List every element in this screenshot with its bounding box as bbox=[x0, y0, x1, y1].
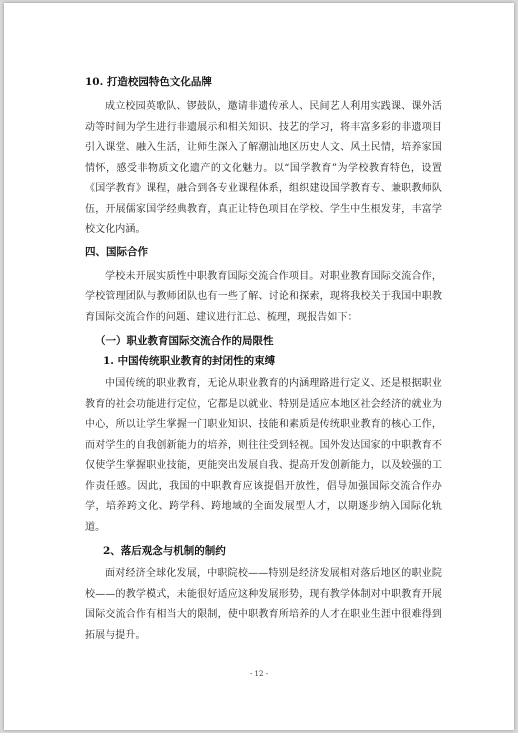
part-1-heading: （一）职业教育国际交流合作的局限性 bbox=[95, 335, 274, 347]
page-content bbox=[85, 75, 442, 652]
item-2-paragraph: 面对经济全球化发展，中职院校——特别是经济发展相对落后地区的职业院校——的教学模式，未能很好适应这种发展形势，现有教学体制对中职教育开展国际交流合作有相当大的限制，使中职教育所培养的人才在职业生涯中很难得到拓展与提升。 bbox=[85, 568, 442, 641]
section-10-heading: 10. 打造校园特色文化品牌 bbox=[85, 76, 212, 88]
item-1-paragraph: 中国传统的职业教育，无论从职业教育的内涵理路进行定义、还是根据职业教育的社会功能进行定位，它都是以就业、特别是适应本地区社会经济的就业为中心，所以让学生掌握一门职业知识、技能和素质是传统职业教育的核心工作，而对学生的自我创新能力的培养，则往往受到轻视。国外发达国家的中职教育不仅使学生掌握职业技能，更能突出发展自我、提高开发创新能力，以及较强的工作责任感。因此，我国的中职教育应该提倡开放性，倡导加强国际交流合作办学，培养跨文化、跨学科、跨地域的全面发展型人才，以期逐步纳入国际化轨道。 bbox=[85, 378, 442, 533]
page-number: - 12 - bbox=[249, 670, 269, 678]
document-page bbox=[4, 3, 514, 730]
section-4-intro-paragraph: 学校未开展实质性中职教育国际交流合作项目。对职业教育国际交流合作，学校管理团队与教师团队也有一些了解、讨论和探索，现将我校关于我国中职教育国际交流合作的问题、建议进行汇总、梳理，现报告如下： bbox=[85, 270, 442, 323]
section-4-heading: 四、国际合作 bbox=[85, 245, 148, 258]
item-2-heading: 2、落后观念与机制的制约 bbox=[103, 545, 226, 557]
section-10-paragraph: 成立校园英歌队、锣鼓队，邀请非遗传承人、民间艺人利用实践课、课外活动等时间为学生进行非遗展示和相关知识、技艺的学习，将丰富多彩的非遗项目引入课堂、融入生活，让师生深入了解潮汕地区历史人文、风土民情，培养家国情怀，感受非物质文化遗产的文化魅力。以“国学教育”为学校教育特色，设置《国学教育》课程，融合到各专业课程体系，组织建设国学教育专、兼职教师队伍，开展儒家国学经典教育，真正让特色项目在学校、学生中生根发芽，丰富学校文化内涵。 bbox=[85, 101, 442, 235]
item-1-heading: 1. 中国传统职业教育的封闭性的束缚 bbox=[103, 355, 276, 367]
